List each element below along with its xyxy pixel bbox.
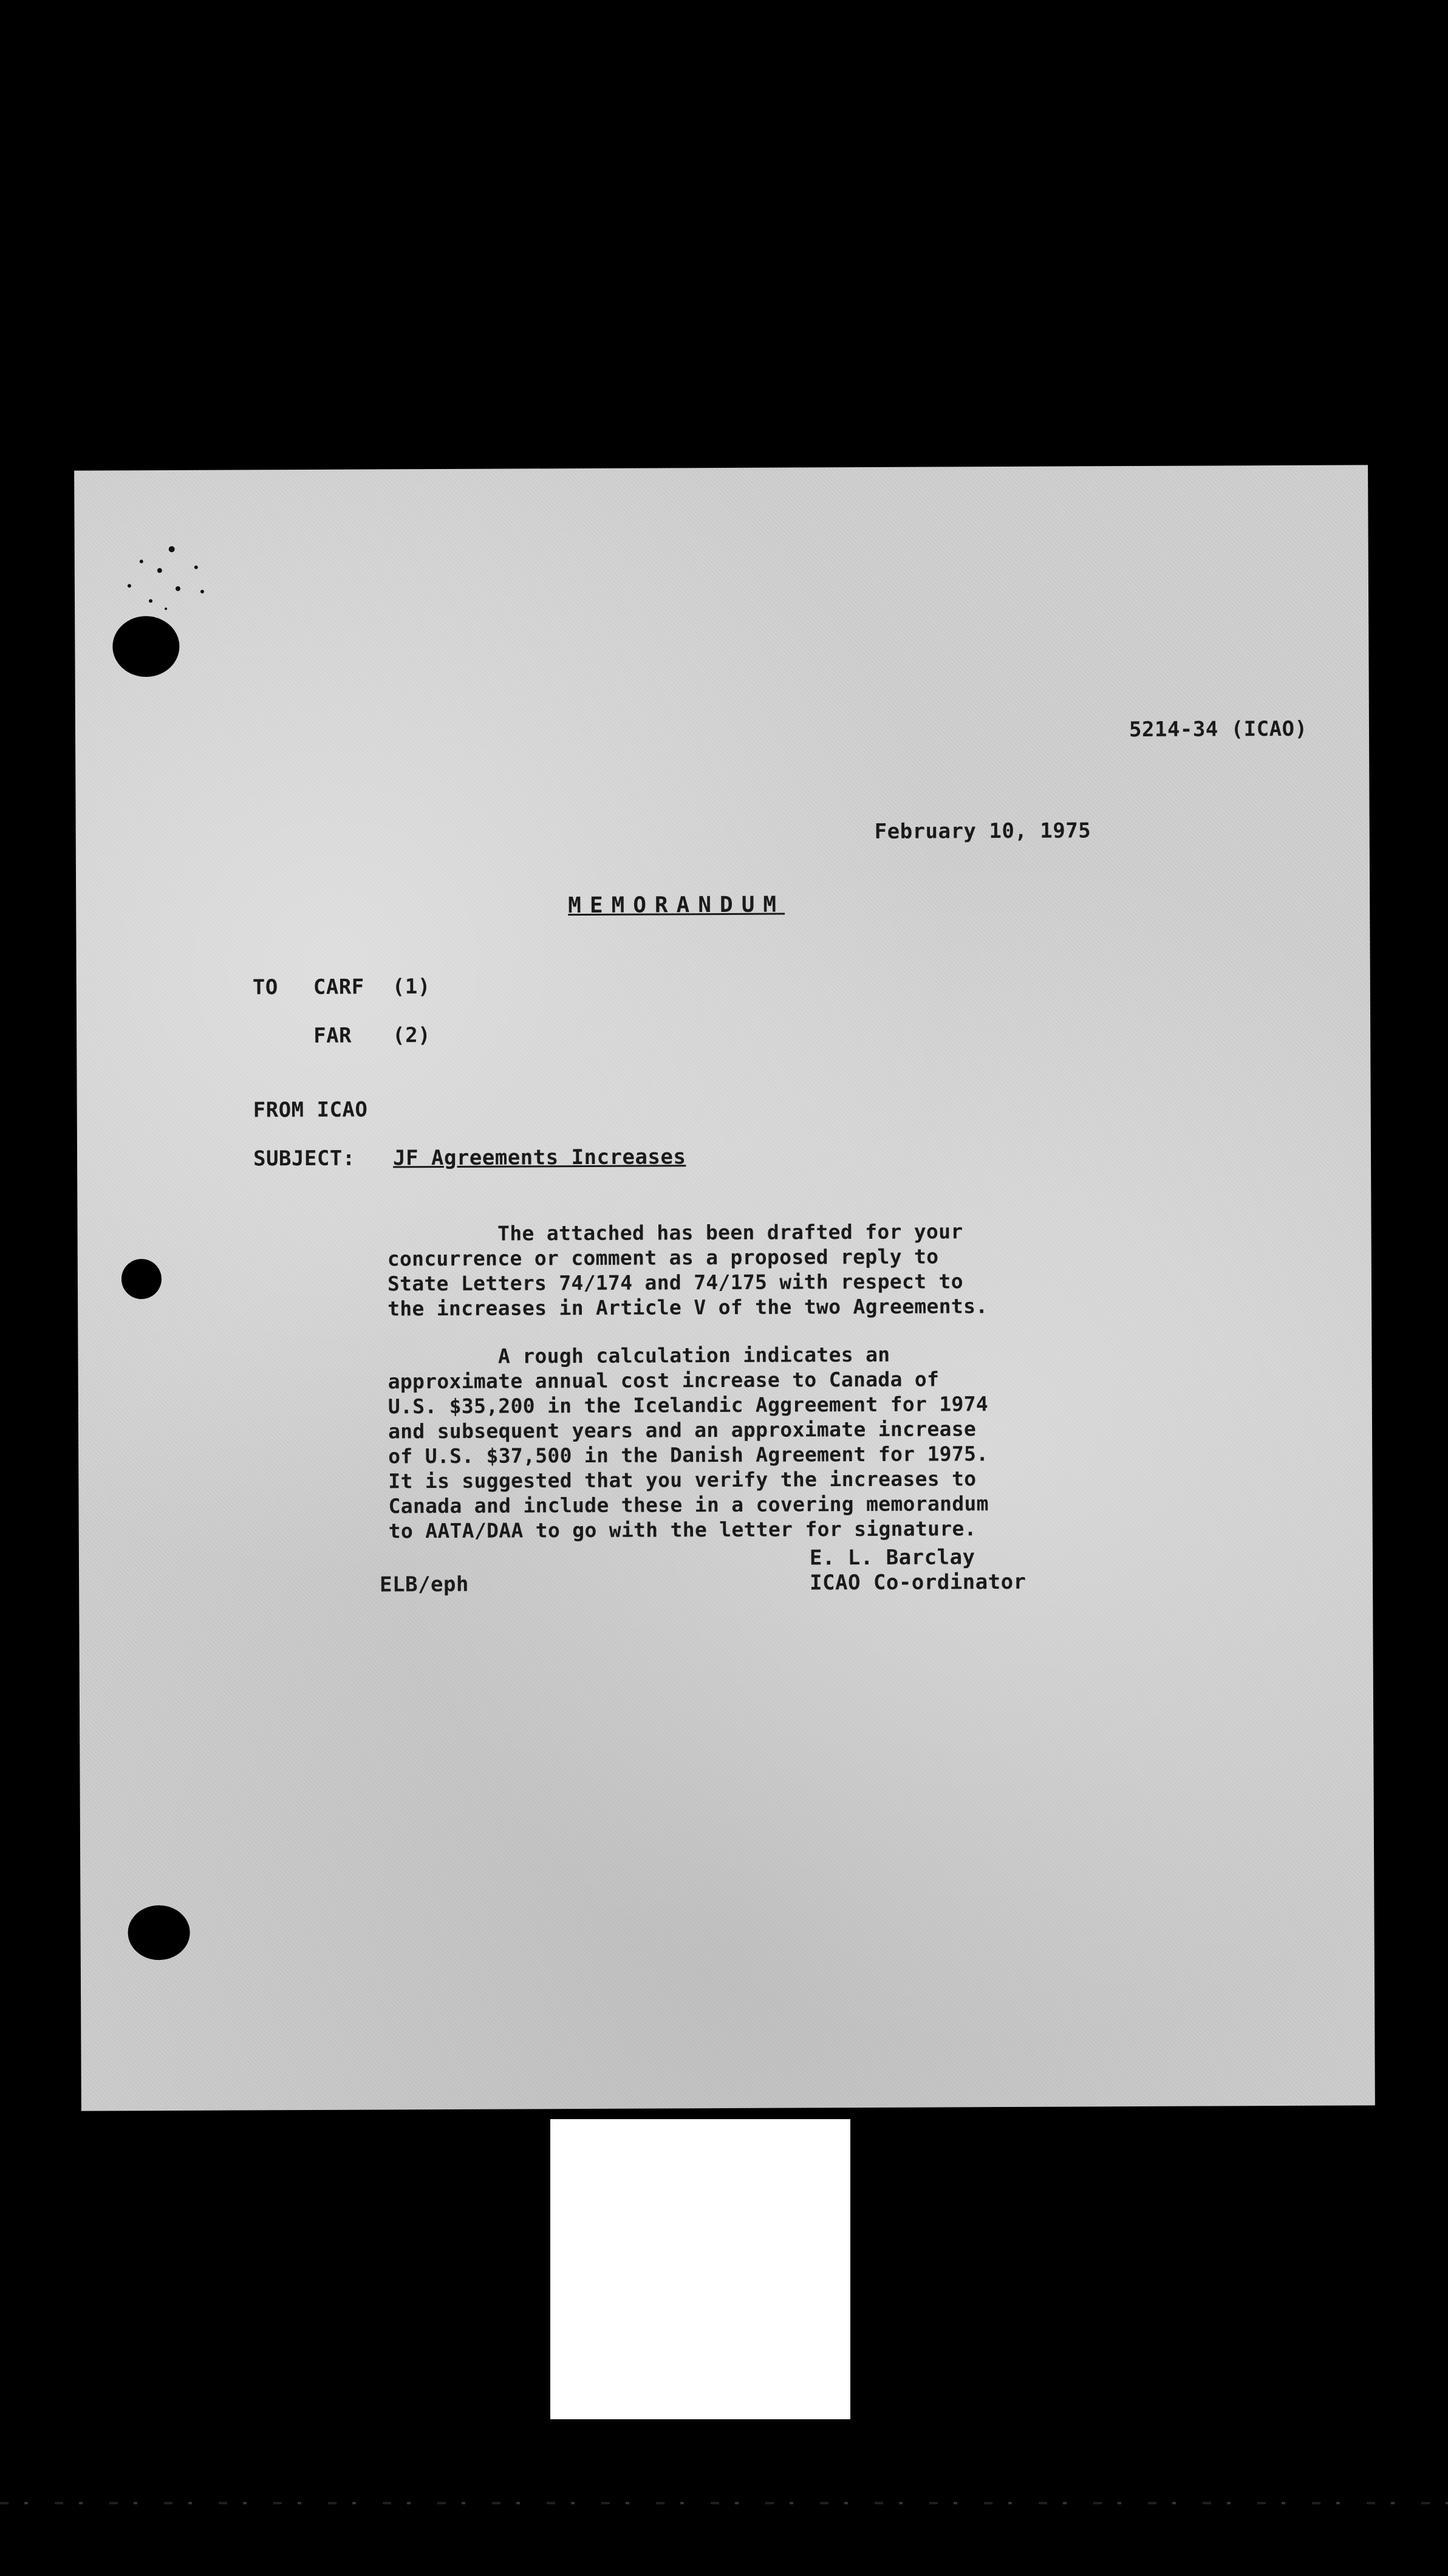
signatory-name: E. L. Barclay	[809, 1545, 975, 1571]
punch-hole-bottom	[128, 1905, 190, 1960]
recipient-name: FAR	[313, 1023, 352, 1048]
white-slip	[550, 2119, 850, 2419]
subject-value: JF Agreements Increases	[392, 1145, 686, 1171]
ink-specks	[105, 525, 209, 617]
from-line: FROM ICAO	[253, 1097, 368, 1123]
text-line: It is suggested that you verify the increases to	[388, 1467, 977, 1493]
text-line: approximate annual cost increase to Canada of	[388, 1367, 940, 1394]
recipient-number: (2)	[392, 1023, 431, 1048]
body-paragraph-1	[388, 1219, 988, 1321]
scan-edge-noise	[0, 2502, 1448, 2504]
recipient-name: CARF	[313, 975, 364, 999]
text-line: A rough calculation indicates an	[388, 1342, 890, 1369]
memo-date: February 10, 1975	[874, 818, 1091, 844]
subject-label: SUBJECT:	[253, 1146, 355, 1171]
text-line: and subsequent years and an approximate increase	[388, 1417, 977, 1444]
signatory-title: ICAO Co-ordinator	[810, 1569, 1026, 1595]
memo-page	[74, 465, 1375, 2111]
to-label: TO	[252, 975, 278, 1000]
body-paragraph-2	[388, 1341, 989, 1543]
text-line: Canada and include these in a covering memorandum	[388, 1492, 989, 1518]
text-line: to AATA/DAA to go with the letter for signature.	[388, 1516, 977, 1543]
punch-hole-middle	[121, 1259, 162, 1299]
punch-hole-top	[112, 616, 179, 677]
typist-initials: ELB/eph	[380, 1572, 470, 1597]
text-line: the increases in Article V of the two Agreements.	[388, 1294, 988, 1321]
recipient-number: (1)	[392, 975, 431, 999]
text-line: The attached has been drafted for your	[387, 1219, 963, 1246]
memo-title: MEMORANDUM	[568, 892, 785, 919]
text-line: concurrence or comment as a proposed reply to	[387, 1244, 939, 1271]
text-line: of U.S. $37,500 in the Danish Agreement for 1975.	[388, 1442, 989, 1468]
text-line: State Letters 74/174 and 74/175 with respect to	[387, 1269, 963, 1296]
file-reference: 5214-34 (ICAO)	[1129, 716, 1308, 742]
text-line: U.S. $35,200 in the Icelandic Aggreement for 1974	[388, 1392, 989, 1419]
